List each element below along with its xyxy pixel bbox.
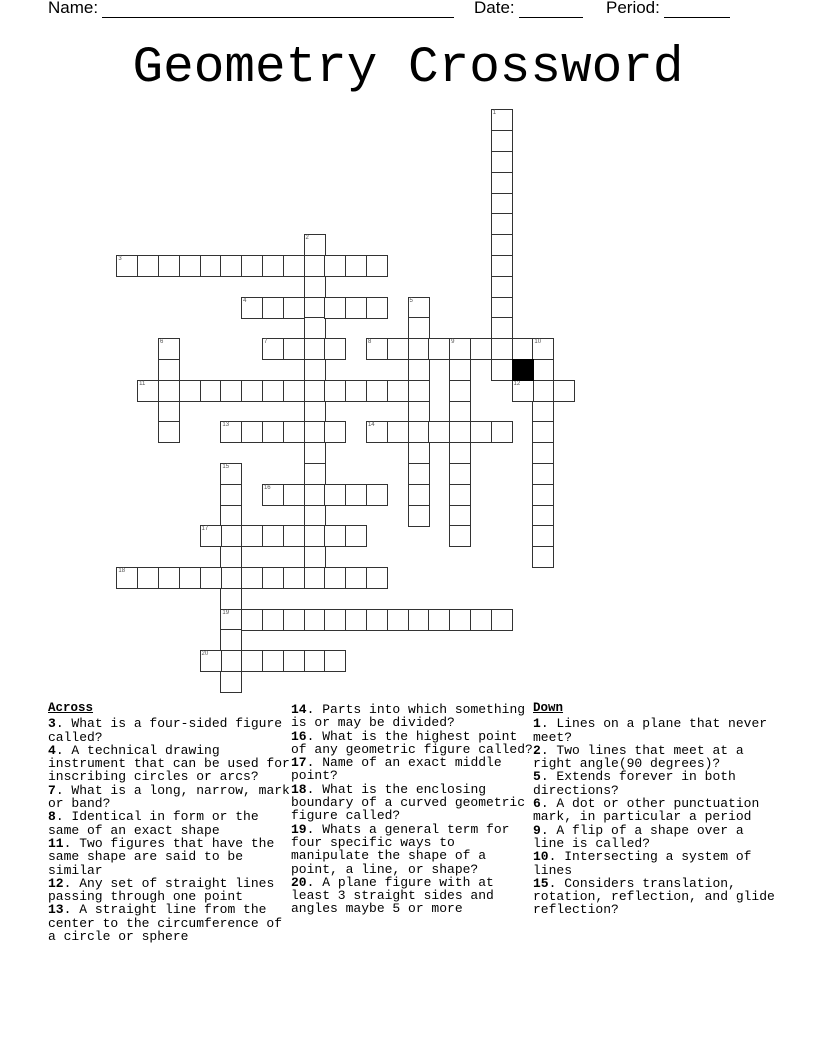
date-field[interactable]	[474, 0, 583, 18]
grid-cell[interactable]	[241, 525, 263, 547]
grid-cell[interactable]	[304, 317, 326, 339]
clue-text: What is a four-sided figure called?	[48, 716, 283, 745]
grid-cell[interactable]	[220, 484, 242, 506]
cell-number: 18	[118, 567, 126, 574]
grid-cell[interactable]	[179, 255, 201, 277]
grid-cell[interactable]	[408, 484, 430, 506]
grid-cell[interactable]	[262, 609, 284, 631]
grid-cell[interactable]	[491, 151, 513, 173]
grid-cell[interactable]	[179, 380, 201, 402]
grid-cell[interactable]	[491, 130, 513, 152]
across-clue-3: 3. What is a four-sided figure called?	[48, 716, 283, 745]
grid-cell[interactable]	[345, 484, 367, 506]
grid-cell[interactable]	[262, 338, 284, 360]
grid-cell[interactable]	[220, 380, 242, 402]
clue-number: 13	[48, 902, 64, 918]
grid-cell[interactable]	[449, 505, 471, 527]
grid-cell[interactable]	[116, 567, 138, 589]
clue-text: Considers translation, rotation, reflection, and glide reflection?	[533, 875, 775, 918]
cell-number: 3	[118, 255, 122, 262]
grid-cell[interactable]	[220, 671, 242, 693]
cell-number: 2	[305, 235, 309, 242]
across-heading: Across	[48, 701, 94, 715]
clue-number: 17	[291, 755, 307, 771]
grid-cell[interactable]	[408, 401, 430, 423]
grid-cell[interactable]	[304, 505, 326, 527]
grid-cell[interactable]	[366, 609, 388, 631]
grid-cell[interactable]	[283, 650, 305, 672]
grid-cell[interactable]	[158, 359, 180, 381]
grid-cell[interactable]	[408, 421, 430, 443]
across-clues-continued	[291, 703, 536, 916]
grid-cell[interactable]	[491, 234, 513, 256]
clue-number: 16	[291, 728, 307, 744]
grid-cell[interactable]	[324, 567, 346, 589]
grid-cell[interactable]	[200, 525, 222, 547]
down-clue-10: 10. Intersecting a system of lines	[533, 849, 752, 878]
cell-number: 17	[201, 526, 209, 533]
cell-number: 5	[409, 297, 413, 304]
page-title: Geometry Crossword	[132, 40, 684, 97]
grid-cell[interactable]	[345, 609, 367, 631]
across-clues	[48, 702, 293, 943]
grid-cell[interactable]	[158, 567, 180, 589]
grid-cell[interactable]	[137, 380, 159, 402]
clue-number: 4	[48, 742, 56, 758]
grid-cell[interactable]	[387, 609, 409, 631]
down-clue-5: 5. Extends forever in both directions?	[533, 769, 736, 798]
grid-cell[interactable]	[158, 380, 180, 402]
grid-cell[interactable]	[408, 463, 430, 485]
cell-number: 9	[451, 339, 455, 346]
clue-text: What is the highest point of any geometric figure called?	[291, 728, 533, 757]
grid-cell[interactable]	[304, 234, 326, 256]
grid-cell[interactable]	[408, 359, 430, 381]
clue-number: 2	[533, 742, 541, 758]
grid-cell[interactable]	[366, 567, 388, 589]
grid-cell[interactable]	[262, 421, 284, 443]
grid-cell[interactable]	[158, 338, 180, 360]
clue-text: A technical drawing instrument that can be used for inscribing circles or arcs?	[48, 742, 290, 785]
grid-cell[interactable]	[512, 338, 534, 360]
across-clue-11: 11. Two figures that have the same shape are said to be similar	[48, 835, 275, 878]
grid-cell[interactable]	[428, 609, 450, 631]
grid-cell[interactable]	[304, 421, 326, 443]
grid-cell[interactable]	[200, 650, 222, 672]
grid-cell[interactable]	[158, 421, 180, 443]
grid-cell[interactable]	[491, 109, 513, 131]
grid-cell[interactable]	[408, 505, 430, 527]
grid-cell[interactable]	[304, 297, 326, 319]
clue-number: 10	[533, 849, 549, 865]
grid-cell[interactable]	[491, 172, 513, 194]
grid-cell[interactable]	[262, 567, 284, 589]
clue-text: What is a long, narrow, mark or band?	[48, 782, 290, 812]
grid-cell[interactable]	[345, 297, 367, 319]
grid-cell[interactable]	[220, 546, 242, 568]
grid-cell[interactable]	[262, 255, 284, 277]
clue-text: Lines on a plane that never meet?	[533, 716, 768, 745]
clue-text: Two figures that have the same shape are said to be similar	[48, 835, 275, 878]
grid-cell[interactable]	[532, 484, 554, 506]
grid-cell[interactable]	[304, 546, 326, 568]
grid-cell[interactable]	[116, 255, 138, 277]
grid-cell[interactable]	[324, 338, 346, 360]
grid-cell[interactable]	[532, 380, 554, 402]
grid-cell[interactable]	[449, 380, 471, 402]
period-field[interactable]	[606, 0, 730, 18]
cell-number: 6	[159, 339, 164, 346]
clue-text: Identical in form or the same of an exact shape	[48, 809, 259, 838]
grid-cell[interactable]	[532, 421, 554, 443]
grid-cell[interactable]	[387, 421, 409, 443]
grid-cell[interactable]	[491, 317, 513, 339]
grid-cell[interactable]	[241, 567, 263, 589]
clue-number: 14	[291, 702, 307, 717]
clue-number: 1	[533, 716, 541, 732]
clue-text: Any set of straight lines passing through one point	[48, 875, 275, 905]
grid-cell[interactable]	[366, 338, 388, 360]
cell-number: 4	[243, 297, 247, 304]
grid-cell[interactable]	[241, 609, 263, 631]
across-clue-18: 18. What is the enclosing boundary of a curved geometric figure called?	[291, 781, 526, 824]
grid-cell[interactable]	[449, 401, 471, 423]
grid-cell[interactable]	[532, 359, 554, 381]
grid-cell[interactable]	[512, 380, 534, 402]
grid-cell[interactable]	[324, 609, 346, 631]
across-clue-14: 14. Parts into which something is or may be divided?	[291, 702, 526, 731]
grid-cell[interactable]	[449, 421, 471, 443]
grid-cell[interactable]	[283, 338, 305, 360]
grid-cell[interactable]	[324, 380, 346, 402]
grid-cell[interactable]	[324, 525, 346, 547]
grid-cell[interactable]	[449, 338, 471, 360]
down-clue-15: 15. Considers translation, rotation, reflection, and glide reflection?	[533, 875, 775, 918]
period-line	[664, 1, 730, 18]
clue-text: A flip of a shape over a line is called?	[533, 822, 744, 851]
grid-cell[interactable]	[532, 463, 554, 485]
grid-cell[interactable]	[532, 442, 554, 464]
clue-text: A dot or other punctuation mark, in particular a period	[533, 796, 760, 825]
name-label: Name:	[48, 0, 99, 17]
grid-cell[interactable]	[304, 463, 326, 485]
grid-cell[interactable]	[449, 442, 471, 464]
clue-number: 9	[533, 822, 541, 838]
clue-text: What is the enclosing boundary of a curved geometric figure called?	[291, 781, 526, 824]
grid-cell[interactable]	[283, 525, 305, 547]
clue-number: 7	[48, 782, 56, 798]
grid-cell[interactable]	[283, 484, 305, 506]
grid-cell[interactable]	[408, 380, 430, 402]
grid-cell[interactable]	[304, 567, 326, 589]
grid-cell[interactable]	[324, 421, 346, 443]
clue-number: 12	[48, 875, 64, 891]
grid-cell[interactable]	[345, 380, 367, 402]
clue-number: 15	[533, 875, 549, 891]
grid-cell[interactable]	[324, 255, 346, 277]
grid-cell[interactable]	[304, 650, 326, 672]
grid-cell[interactable]	[470, 421, 492, 443]
cell-number: 14	[367, 422, 375, 429]
cell-number: 8	[367, 339, 372, 346]
grid-cell[interactable]	[220, 505, 242, 527]
grid-cell[interactable]	[304, 401, 326, 423]
cell-number: 7	[263, 339, 268, 346]
clue-number: 20	[291, 874, 307, 890]
grid-cell[interactable]	[304, 255, 326, 277]
grid-cell[interactable]	[428, 338, 450, 360]
grid-cell[interactable]	[387, 380, 409, 402]
grid-cell[interactable]	[137, 567, 159, 589]
grid-cell[interactable]	[220, 525, 242, 547]
grid-cell[interactable]	[241, 297, 263, 319]
grid-cell[interactable]	[241, 650, 263, 672]
across-clue-12: 12. Any set of straight lines passing through one point	[48, 875, 275, 905]
period-label: Period:	[606, 0, 660, 17]
cell-number: 12	[513, 380, 521, 387]
grid-cell[interactable]	[470, 609, 492, 631]
clue-number: 3	[48, 716, 56, 732]
grid-cell[interactable]	[366, 484, 388, 506]
grid-cell[interactable]	[491, 421, 513, 443]
grid-cell[interactable]	[179, 567, 201, 589]
grid-cell[interactable]	[262, 650, 284, 672]
across-clue-17: 17. Name of an exact middle point?	[291, 755, 502, 784]
grid-cell[interactable]	[304, 609, 326, 631]
grid-cell[interactable]	[241, 380, 263, 402]
clue-text: A straight line from the center to the circumference of a circle or sphere	[48, 902, 283, 945]
grid-cell[interactable]	[491, 213, 513, 235]
clue-number: 6	[533, 796, 541, 812]
grid-cell[interactable]	[491, 193, 513, 215]
grid-cell[interactable]	[553, 380, 575, 402]
grid-cell[interactable]	[491, 609, 513, 631]
grid-cell[interactable]	[220, 588, 242, 610]
grid-cell[interactable]	[304, 525, 326, 547]
across-clue-20: 20. A plane figure with at least 3 straight sides and angles maybe 5 or more	[291, 874, 494, 917]
cell-number: 10	[534, 339, 542, 346]
grid-cell[interactable]	[366, 380, 388, 402]
grid-cell[interactable]	[491, 297, 513, 319]
grid-cell[interactable]	[449, 463, 471, 485]
cell-number: 11	[139, 380, 146, 387]
grid-cell[interactable]	[200, 380, 222, 402]
clue-text: Name of an exact middle point?	[291, 755, 502, 784]
grid-cell[interactable]	[262, 380, 284, 402]
grid-cell[interactable]	[532, 401, 554, 423]
grid-cell[interactable]	[304, 276, 326, 298]
grid-cell[interactable]	[304, 484, 326, 506]
cell-number: 16	[263, 484, 271, 491]
grid-cell[interactable]	[532, 338, 554, 360]
grid-cell[interactable]	[283, 421, 305, 443]
grid-cell[interactable]	[137, 255, 159, 277]
clue-number: 18	[291, 781, 307, 797]
grid-cell[interactable]	[304, 442, 326, 464]
grid-cell[interactable]	[220, 421, 242, 443]
black-cell	[512, 359, 534, 381]
grid-cell[interactable]	[283, 255, 305, 277]
grid-cell[interactable]	[366, 255, 388, 277]
grid-cell[interactable]	[345, 567, 367, 589]
cell-number: 13	[222, 422, 230, 429]
grid-cell[interactable]	[304, 380, 326, 402]
grid-cell[interactable]	[408, 442, 430, 464]
across-clue-8: 8. Identical in form or the same of an exact shape	[48, 809, 259, 838]
down-clue-1: 1. Lines on a plane that never meet?	[533, 716, 768, 745]
down-clues	[533, 702, 778, 917]
down-clue-9: 9. A flip of a shape over a line is called?	[533, 822, 744, 851]
grid-cell[interactable]	[220, 609, 242, 631]
cell-number: 15	[222, 463, 230, 470]
grid-cell[interactable]	[220, 463, 242, 485]
grid-cell[interactable]	[283, 567, 305, 589]
grid-cell[interactable]	[491, 359, 513, 381]
name-field[interactable]	[48, 0, 454, 18]
grid-cell[interactable]	[532, 505, 554, 527]
grid-cell[interactable]	[532, 546, 554, 568]
grid-cell[interactable]	[304, 338, 326, 360]
grid-cell[interactable]	[408, 338, 430, 360]
grid-cell[interactable]	[158, 255, 180, 277]
clue-number: 19	[291, 821, 307, 837]
grid-cell[interactable]	[283, 297, 305, 319]
grid-cell[interactable]	[324, 297, 346, 319]
clue-text: Intersecting a system of lines	[533, 849, 752, 878]
grid-cell[interactable]	[304, 359, 326, 381]
across-clue-13: 13. A straight line from the center to the circumference of a circle or sphere	[48, 902, 283, 945]
grid-cell[interactable]	[470, 338, 492, 360]
date-line	[519, 1, 583, 18]
grid-cell[interactable]	[491, 255, 513, 277]
clue-number: 8	[48, 809, 56, 825]
across-clue-16: 16. What is the highest point of any geometric figure called?	[291, 728, 533, 757]
grid-cell[interactable]	[491, 338, 513, 360]
grid-cell[interactable]	[283, 380, 305, 402]
grid-cell[interactable]	[158, 401, 180, 423]
grid-cell[interactable]	[220, 567, 242, 589]
grid-cell[interactable]	[324, 484, 346, 506]
grid-cell[interactable]	[324, 650, 346, 672]
clue-text: Extends forever in both directions?	[533, 769, 736, 798]
grid-cell[interactable]	[449, 484, 471, 506]
name-line	[102, 1, 454, 18]
grid-cell[interactable]	[220, 650, 242, 672]
grid-cell[interactable]	[366, 297, 388, 319]
across-clue-4: 4. A technical drawing instrument that can be used for inscribing circles or arcs?	[48, 742, 290, 785]
down-heading: Down	[533, 701, 564, 715]
date-label: Date:	[474, 0, 515, 17]
grid-cell[interactable]	[532, 525, 554, 547]
cell-number: 20	[201, 651, 209, 658]
clue-text: Parts into which something is or may be divided?	[291, 702, 526, 731]
grid-cell[interactable]	[220, 255, 242, 277]
grid-cell[interactable]	[449, 359, 471, 381]
grid-cell[interactable]	[283, 609, 305, 631]
grid-cell[interactable]	[200, 567, 222, 589]
grid-cell[interactable]	[428, 421, 450, 443]
grid-cell[interactable]	[262, 484, 284, 506]
down-clue-2: 2. Two lines that meet at a right angle(90 degrees)?	[533, 742, 744, 772]
grid-cell[interactable]	[345, 525, 367, 547]
grid-cell[interactable]	[345, 255, 367, 277]
down-clue-6: 6. A dot or other punctuation mark, in particular a period	[533, 796, 760, 825]
grid-cell[interactable]	[387, 338, 409, 360]
clue-text: A plane figure with at least 3 straight sides and angles maybe 5 or more	[291, 874, 494, 917]
clue-number: 5	[533, 769, 541, 785]
grid-cell[interactable]	[449, 609, 471, 631]
clue-text: Whats a general term for four specific ways to manipulate the shape of a point, a line, or shape?	[291, 821, 510, 877]
grid-cell[interactable]	[449, 525, 471, 547]
across-clue-19: 19. Whats a general term for four specific ways to manipulate the shape of a point, a line, or shape?	[291, 821, 510, 877]
grid-cell[interactable]	[366, 421, 388, 443]
cell-number: 1	[492, 110, 497, 117]
clue-text: Two lines that meet at a right angle(90 degrees)?	[533, 742, 744, 772]
grid-cell[interactable]	[220, 629, 242, 651]
grid-cell[interactable]	[491, 276, 513, 298]
grid-cell[interactable]	[408, 317, 430, 339]
grid-cell[interactable]	[200, 255, 222, 277]
grid-cell[interactable]	[408, 297, 430, 319]
grid-cell[interactable]	[262, 297, 284, 319]
cell-number: 19	[222, 609, 230, 616]
grid-cell[interactable]	[241, 421, 263, 443]
clue-number: 11	[48, 835, 64, 851]
across-clue-7: 7. What is a long, narrow, mark or band?	[48, 782, 290, 812]
grid-cell[interactable]	[241, 255, 263, 277]
grid-cell[interactable]	[408, 609, 430, 631]
grid-cell[interactable]	[262, 525, 284, 547]
